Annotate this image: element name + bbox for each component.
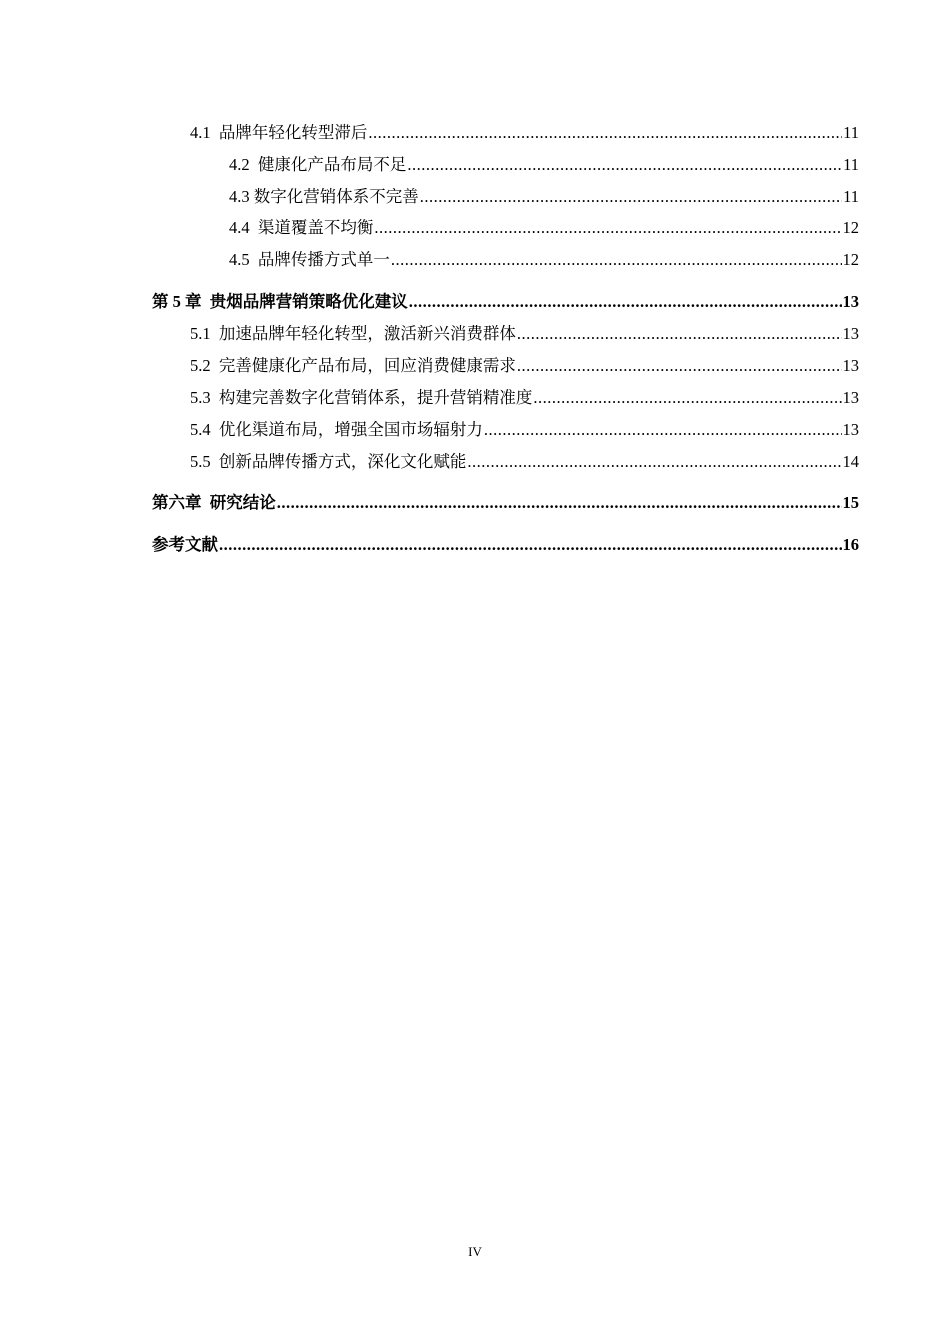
toc-references[interactable] [152, 533, 859, 557]
toc-page-number: 11 [843, 155, 859, 174]
toc-dot-leader [420, 185, 842, 209]
toc-entry-label: 5.2 完善健康化产品布局，回应消费健康需求 [190, 356, 516, 375]
toc-entry-label: 4.3 数字化营销体系不完善 [229, 187, 419, 206]
toc-dot-leader [467, 450, 841, 474]
toc-page-number: 11 [843, 187, 859, 206]
toc-entry-4-2[interactable] [229, 153, 859, 177]
toc-page-number: 15 [842, 493, 859, 512]
page-number-footer: IV [468, 1244, 482, 1259]
toc-page-number: 11 [843, 123, 859, 142]
toc-entry-label: 4.4 渠道覆盖不均衡 [229, 218, 374, 237]
toc-dot-leader [407, 153, 842, 177]
toc-entry-label: 5.5 创新品牌传播方式，深化文化赋能 [190, 452, 467, 471]
toc-entry-4-4[interactable] [229, 216, 859, 240]
toc-page-number: 12 [842, 218, 859, 237]
toc-page-number: 12 [842, 250, 859, 269]
toc-page-number: 16 [842, 535, 859, 554]
toc-page-number: 13 [842, 324, 859, 343]
toc-page-number: 13 [842, 292, 859, 311]
toc-entry-5-1[interactable] [190, 322, 859, 346]
toc-dot-leader [517, 322, 842, 346]
toc-dot-leader [277, 491, 842, 515]
toc-dot-leader [517, 354, 842, 378]
toc-entry-label: 4.1 品牌年轻化转型滞后 [190, 123, 368, 142]
toc-entry-5-5[interactable] [190, 450, 859, 474]
toc-page-number: 14 [842, 452, 859, 471]
toc-dot-leader [533, 386, 841, 410]
toc-dot-leader [391, 248, 842, 272]
toc-entry-4-5[interactable] [229, 248, 859, 272]
toc-entry-5-3[interactable] [190, 386, 859, 410]
toc-dot-leader [409, 290, 842, 314]
toc-dot-leader [219, 533, 842, 557]
toc-page-number: 13 [842, 420, 859, 439]
toc-chapter-label: 第 5 章 贵烟品牌营销策略优化建议 [152, 292, 408, 311]
toc-entry-5-2[interactable] [190, 354, 859, 378]
toc-chapter-5[interactable] [152, 290, 859, 314]
toc-entry-label: 4.2 健康化产品布局不足 [229, 155, 407, 174]
toc-dot-leader [374, 216, 841, 240]
toc-dot-leader [484, 418, 842, 442]
toc-chapter-label: 参考文献 [152, 535, 218, 554]
toc-entry-label: 5.1 加速品牌年轻化转型，激活新兴消费群体 [190, 324, 516, 343]
toc-page-number: 13 [842, 356, 859, 375]
toc-entry-label: 5.4 优化渠道布局，增强全国市场辐射力 [190, 420, 483, 439]
toc-entry-5-4[interactable] [190, 418, 859, 442]
toc-entry-label: 5.3 构建完善数字化营销体系，提升营销精准度 [190, 388, 533, 407]
toc-entry-label: 4.5 品牌传播方式单一 [229, 250, 390, 269]
toc-chapter-label: 第六章 研究结论 [152, 493, 276, 512]
toc-chapter-6[interactable] [152, 491, 859, 515]
toc-dot-leader [368, 121, 842, 145]
toc-entry-4-3[interactable] [229, 185, 859, 209]
toc-entry-4-1[interactable] [190, 121, 859, 145]
toc-page-number: 13 [842, 388, 859, 407]
